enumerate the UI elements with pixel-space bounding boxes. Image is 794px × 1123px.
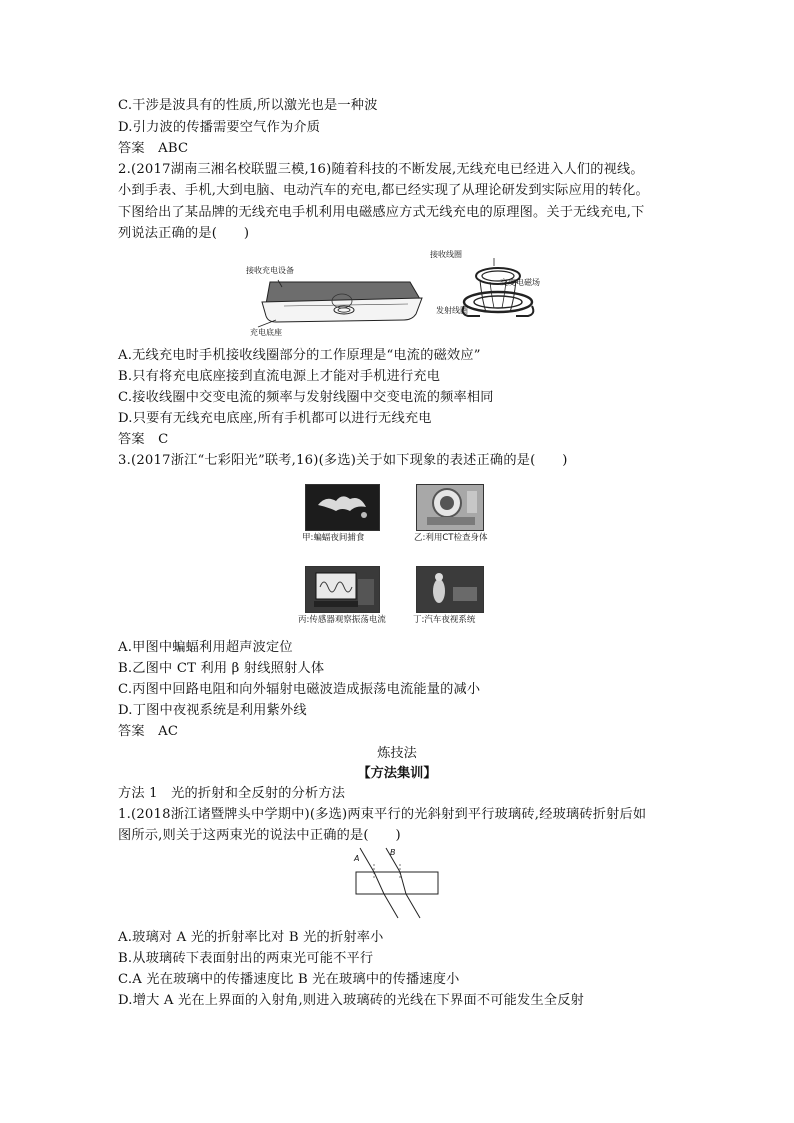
q4-option-c: C.A 光在玻璃中的传播速度比 B 光在玻璃中的传播速度小: [118, 972, 460, 987]
photo-night-vision: [416, 566, 484, 613]
q3-option-d: D.丁图中夜视系统是利用紫外线: [118, 703, 307, 718]
q2-answer: 答案 C: [118, 432, 169, 447]
caption-yi: 乙:利用CT检查身体: [414, 533, 488, 543]
bat-silhouette-icon: [306, 485, 379, 530]
photo-ct-scan: [416, 484, 484, 531]
photo-oscillating-current: [305, 566, 380, 613]
q2-option-b: B.只有将充电底座接到直流电源上才能对手机进行充电: [118, 369, 441, 384]
q3-option-c: C.丙图中回路电阻和向外辐射电磁波造成振荡电流能量的减小: [118, 682, 481, 697]
caption-bing: 丙:传感器观察振荡电流: [298, 615, 386, 625]
q3-stem: 3.(2017浙江“七彩阳光”联考,16)(多选)关于如下现象的表述正确的是( ): [118, 453, 568, 468]
label-charging-base: 充电底座: [250, 328, 282, 337]
wireless-charging-diagram: [236, 244, 566, 344]
wireless-charging-figure: [236, 244, 566, 344]
q2-option-d: D.只要有无线充电底座,所有手机都可以进行无线充电: [118, 411, 432, 426]
q1-answer: 答案 ABC: [118, 141, 189, 156]
method-heading: 方法 1 光的折射和全反射的分析方法: [118, 786, 346, 801]
q3-answer: 答案 AC: [118, 724, 179, 739]
q1-option-c: C.干涉是波具有的性质,所以激光也是一种波: [118, 98, 378, 113]
ct-scanner-icon: [417, 485, 483, 530]
ray-label-b: B: [390, 848, 396, 857]
q4-stem-line-2: 图所示,则关于这两束光的说法中正确的是( ): [118, 828, 401, 843]
q4-option-b: B.从玻璃砖下表面射出的两束光可能不平行: [118, 951, 374, 966]
label-receiver-device: 接收充电设备: [246, 266, 294, 275]
q4-option-a: A.玻璃对 A 光的折射率比对 B 光的折射率小: [118, 930, 384, 945]
label-ac-field: 交变电磁场: [500, 278, 540, 287]
q4-stem-line-1: 1.(2018浙江诸暨牌头中学期中)(多选)两束平行的光斜射到平行玻璃砖,经玻璃砖折射后如: [118, 807, 647, 822]
q2-stem-line-4: 列说法正确的是( ): [118, 226, 250, 241]
section-subtitle: 【方法集训】: [357, 766, 437, 781]
q2-stem-line-3: 下图给出了某品牌的无线充电手机利用电磁感应方式无线充电的原理图。关于无线充电,下: [118, 205, 645, 220]
glass-slab-figure: [340, 846, 450, 926]
q2-option-c: C.接收线圈中交变电流的频率与发射线圈中交变电流的频率相同: [118, 390, 494, 405]
q2-stem-line-2: 小到手表、手机,大到电脑、电动汽车的充电,都已经实现了从理论研发到实际应用的转化。: [118, 183, 649, 198]
caption-ding: 丁:汽车夜视系统: [413, 615, 476, 625]
section-title: 炼技法: [377, 746, 417, 761]
label-receive-coil: 接收线圈: [430, 250, 462, 259]
caption-jia: 甲:蝙蝠夜间捕食: [302, 533, 365, 543]
q3-option-a: A.甲图中蝙蝠利用超声波定位: [118, 640, 293, 655]
q3-option-b: B.乙图中 CT 利用 β 射线照射人体: [118, 661, 325, 676]
label-transmit-coil: 发射线圈: [436, 306, 468, 315]
q2-stem-line-1: 2.(2017湖南三湘名校联盟三模,16)随着科技的不断发展,无线充电已经进入人们的视线。: [118, 162, 644, 177]
ray-label-a: A: [354, 854, 360, 863]
q1-option-d: D.引力波的传播需要空气作为介质: [118, 120, 321, 135]
q2-option-a: A.无线充电时手机接收线圈部分的工作原理是“电流的磁效应”: [118, 348, 481, 363]
q4-option-d: D.增大 A 光在上界面的入射角,则进入玻璃砖的光线在下界面不可能发生全反射: [118, 993, 584, 1008]
night-vision-icon: [417, 567, 483, 612]
monitor-icon: [306, 567, 379, 612]
photo-bat-hunting: [305, 484, 380, 531]
